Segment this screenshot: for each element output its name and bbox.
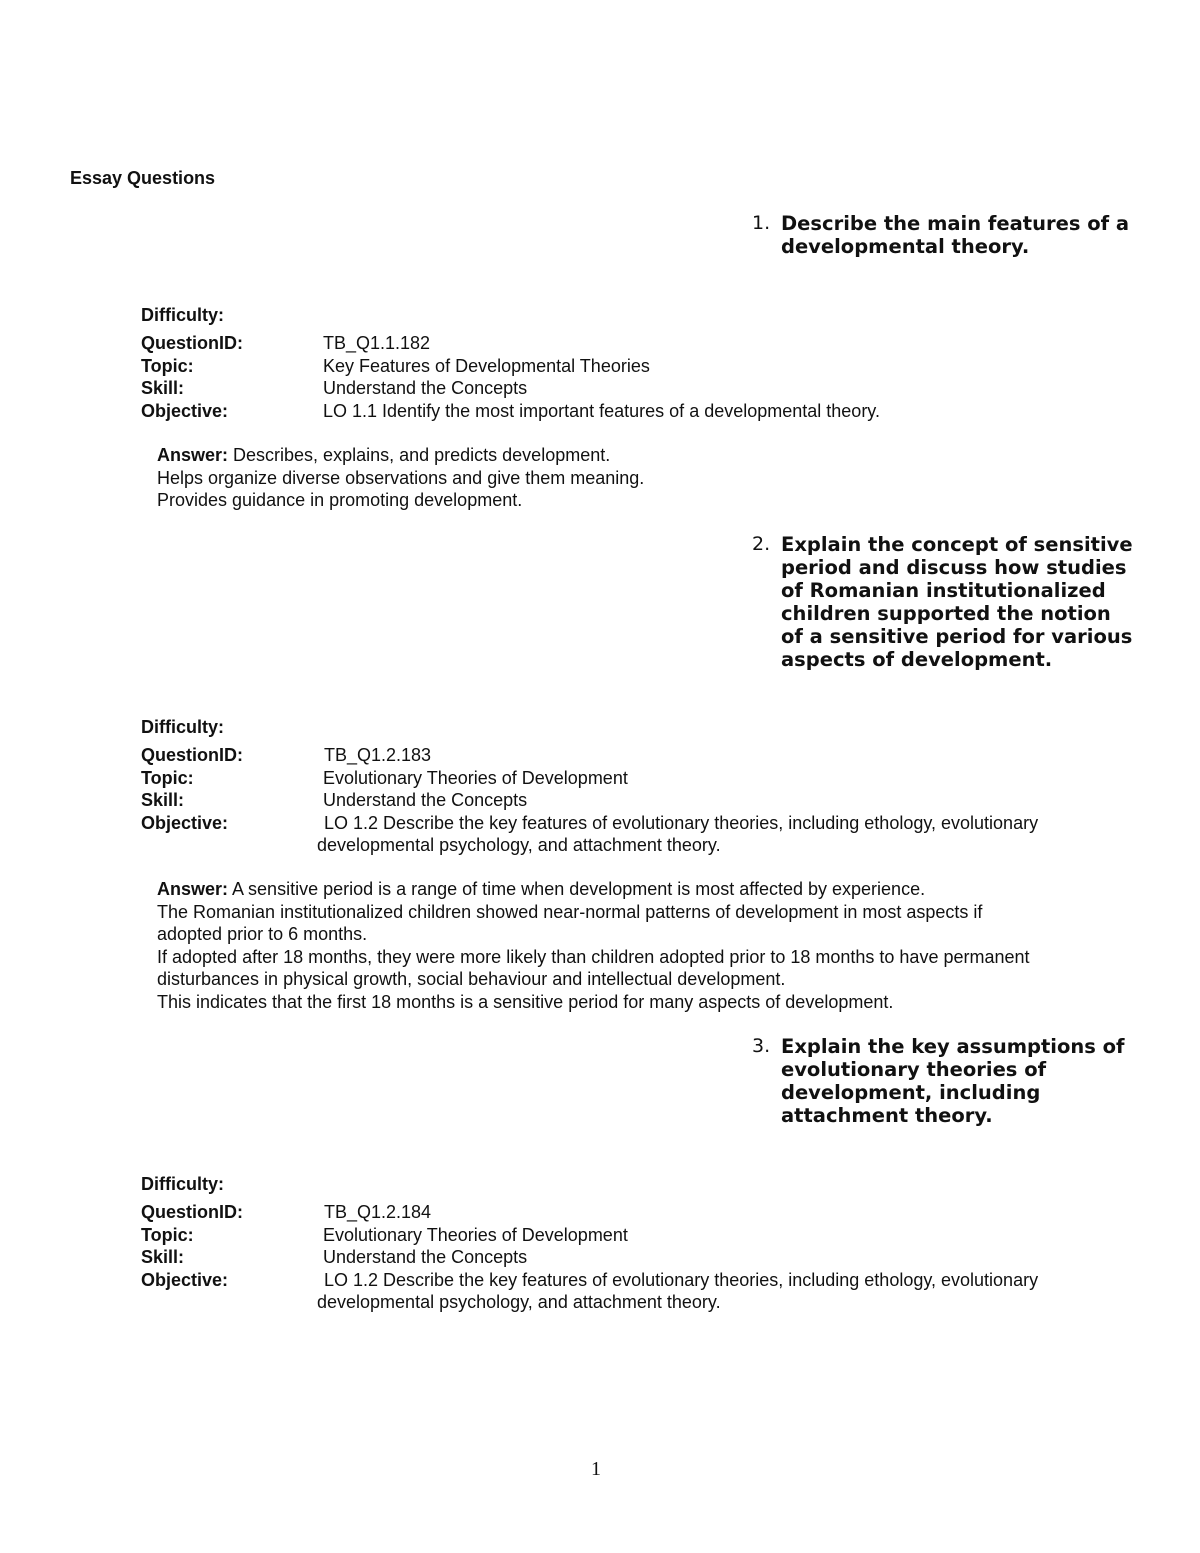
question-text	[781, 533, 1152, 671]
question-id-label: QuestionID:	[141, 745, 243, 765]
question-line: Explain the key assumptions of	[781, 1035, 1125, 1058]
difficulty-label: Difficulty:	[141, 1174, 224, 1194]
question-line: development, including	[781, 1081, 1041, 1104]
question-number: 3.	[752, 1035, 771, 1057]
question-line: children supported the notion	[781, 602, 1111, 625]
answer-line: disturbances in physical growth, social behaviour and intellectual development.	[157, 969, 786, 990]
answer-line: Provides guidance in promoting development.	[157, 490, 523, 511]
objective-value: LO 1.2 Describe the key features of evolutionary theories, including ethology, evolutionary	[324, 1269, 1039, 1290]
answer-text: A sensitive period is a range of time when development is most affected by experience.	[232, 879, 926, 899]
answer-line: The Romanian institutionalized children showed near-normal patterns of development in most aspects if	[157, 901, 983, 922]
topic-value: Key Features of Developmental Theories	[323, 355, 650, 376]
page-number: 1	[591, 1458, 601, 1480]
objective-value-cont: developmental psychology, and attachment theory.	[317, 1292, 721, 1313]
question-line: of Romanian institutionalized	[781, 579, 1106, 602]
question-number: 2.	[752, 533, 771, 555]
question-1-metadata	[141, 332, 1141, 422]
answer-line: If adopted after 18 months, they were more likely than children adopted prior to 18 months to have permanent	[157, 946, 1030, 967]
question-3-metadata	[141, 1201, 1141, 1314]
question-1-answer	[157, 444, 1137, 512]
objective-label: Objective:	[141, 1269, 229, 1290]
question-line: attachment theory.	[781, 1104, 993, 1127]
question-id-label: QuestionID:	[141, 333, 243, 353]
question-line: period and discuss how studies	[781, 556, 1127, 579]
question-id-value: TB_Q1.1.182	[323, 333, 431, 353]
answer-label: Answer:	[157, 445, 229, 465]
answer-label: Answer:	[157, 879, 229, 899]
question-line: of a sensitive period for various	[781, 625, 1133, 648]
question-line: evolutionary theories of	[781, 1058, 1047, 1081]
question-2-answer	[157, 878, 1137, 1014]
topic-value: Evolutionary Theories of Development	[323, 767, 628, 788]
page-title: Essay Questions	[70, 168, 216, 188]
question-id-label: QuestionID:	[141, 1202, 243, 1222]
skill-value: Understand the Concepts	[323, 790, 528, 811]
difficulty-label: Difficulty:	[141, 305, 224, 325]
topic-label: Topic:	[141, 1224, 194, 1245]
objective-label: Objective:	[141, 812, 229, 833]
question-text	[781, 212, 1152, 258]
question-1	[752, 212, 1152, 258]
objective-value: LO 1.2 Describe the key features of evolutionary theories, including ethology, evolutionary	[324, 812, 1039, 833]
question-text	[781, 1035, 1152, 1127]
answer-text: Describes, explains, and predicts development.	[233, 445, 611, 465]
topic-label: Topic:	[141, 767, 194, 788]
answer-line: This indicates that the first 18 months is a sensitive period for many aspects of development.	[157, 991, 894, 1012]
topic-label: Topic:	[141, 355, 194, 376]
question-line: Explain the concept of sensitive	[781, 533, 1133, 556]
objective-value: LO 1.1 Identify the most important features of a developmental theory.	[323, 400, 880, 421]
objective-label: Objective:	[141, 400, 229, 421]
skill-label: Skill:	[141, 790, 185, 811]
objective-value-cont: developmental psychology, and attachment theory.	[317, 835, 721, 856]
difficulty-label: Difficulty:	[141, 717, 224, 737]
topic-value: Evolutionary Theories of Development	[323, 1224, 628, 1245]
question-number: 1.	[752, 212, 771, 234]
question-id-value: TB_Q1.2.184	[324, 1202, 432, 1222]
skill-value: Understand the Concepts	[323, 378, 528, 399]
skill-value: Understand the Concepts	[323, 1247, 528, 1268]
answer-line: Helps organize diverse observations and give them meaning.	[157, 467, 645, 488]
question-2	[752, 533, 1152, 671]
question-3	[752, 1035, 1152, 1127]
question-line: developmental theory.	[781, 235, 1030, 258]
skill-label: Skill:	[141, 378, 185, 399]
skill-label: Skill:	[141, 1247, 185, 1268]
answer-line: adopted prior to 6 months.	[157, 924, 368, 945]
question-2-metadata	[141, 744, 1141, 857]
question-line: aspects of development.	[781, 648, 1053, 671]
question-line: Describe the main features of a	[781, 212, 1130, 235]
question-id-value: TB_Q1.2.183	[324, 745, 432, 765]
